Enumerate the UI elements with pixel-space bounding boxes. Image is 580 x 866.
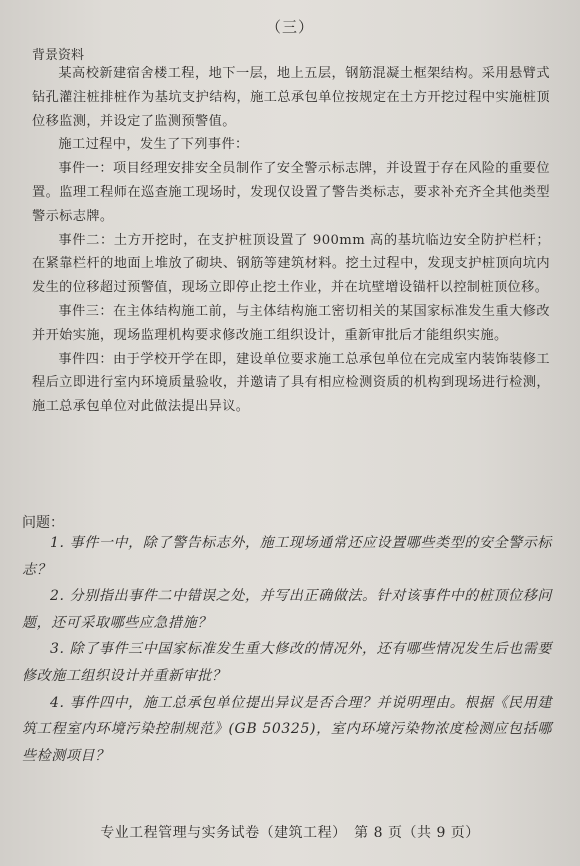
intro-paragraph: 某高校新建宿舍楼工程，地下一层，地上五层，钢筋混凝土框架结构。采用悬臂式钻孔灌注桩排桩作为基坑支护结构，施工总承包单位按规定在土方开挖过程中实施桩顶位移监测，并设定了监测预警值。 xyxy=(32,66,550,129)
question-3: 3. 除了事件三中国家标准发生重大修改的情况外，还有哪些情况发生后也需要修改施工组织设计并重新审批？ xyxy=(22,641,552,684)
question-4: 4. 事件四中，施工总承包单位提出异议是否合理？并说明理由。根据《民用建筑工程室内环境污染控制规范》(GB 50325)，室内环境污染物浓度检测应包括哪些检测项目？ xyxy=(22,694,552,764)
background-text xyxy=(32,62,550,419)
section-number: （三） xyxy=(265,18,314,36)
event-3-paragraph: 事件三：在主体结构施工前，与主体结构施工密切相关的某国家标准发生重大修改并开始实施，现场监理机构要求修改施工组织设计，重新审批后才能组织实施。 xyxy=(32,303,550,343)
question-1: 1. 事件一中，除了警告标志外，施工现场通常还应设置哪些类型的安全警示标志？ xyxy=(22,535,552,578)
event-1-paragraph: 事件一：项目经理安排安全员制作了安全警示标志牌，并设置于存在风险的重要位置。监理工程师在巡查施工现场时，发现仅设置了警告类标志，要求补充齐全其他类型警示标志牌。 xyxy=(32,161,550,224)
questions-list xyxy=(22,530,552,769)
event-4-paragraph: 事件四：由于学校开学在即，建设单位要求施工总承包单位在完成室内装饰装修工程后立即进行室内环境质量验收，并邀请了具有相应检测资质的机构到现场进行检测，施工总承包单位对此做法提出异议。 xyxy=(32,351,550,415)
event-2-paragraph: 事件二：土方开挖时，在支护桩顶设置了 900mm 高的基坑临边安全防护栏杆；在紧靠栏杆的地面上堆放了砌块、钢筋等建筑材料。挖土过程中，发现支护桩顶向坑内发生的位移超过预警值，现场立即停止挖土作业，并在坑壁增设锚杆以控制桩顶位移。 xyxy=(32,232,550,296)
questions-heading: 问题： xyxy=(22,515,64,531)
question-2: 2. 分别指出事件二中错误之处，并写出正确做法。针对该事件中的桩顶位移问题，还可采取哪些应急措施？ xyxy=(22,588,552,631)
page-footer: 专业工程管理与实务试卷（建筑工程） 第 8 页（共 9 页） xyxy=(100,825,480,841)
background-heading: 背景资料 xyxy=(32,48,85,63)
process-paragraph: 施工过程中，发生了下列事件： xyxy=(58,137,249,153)
